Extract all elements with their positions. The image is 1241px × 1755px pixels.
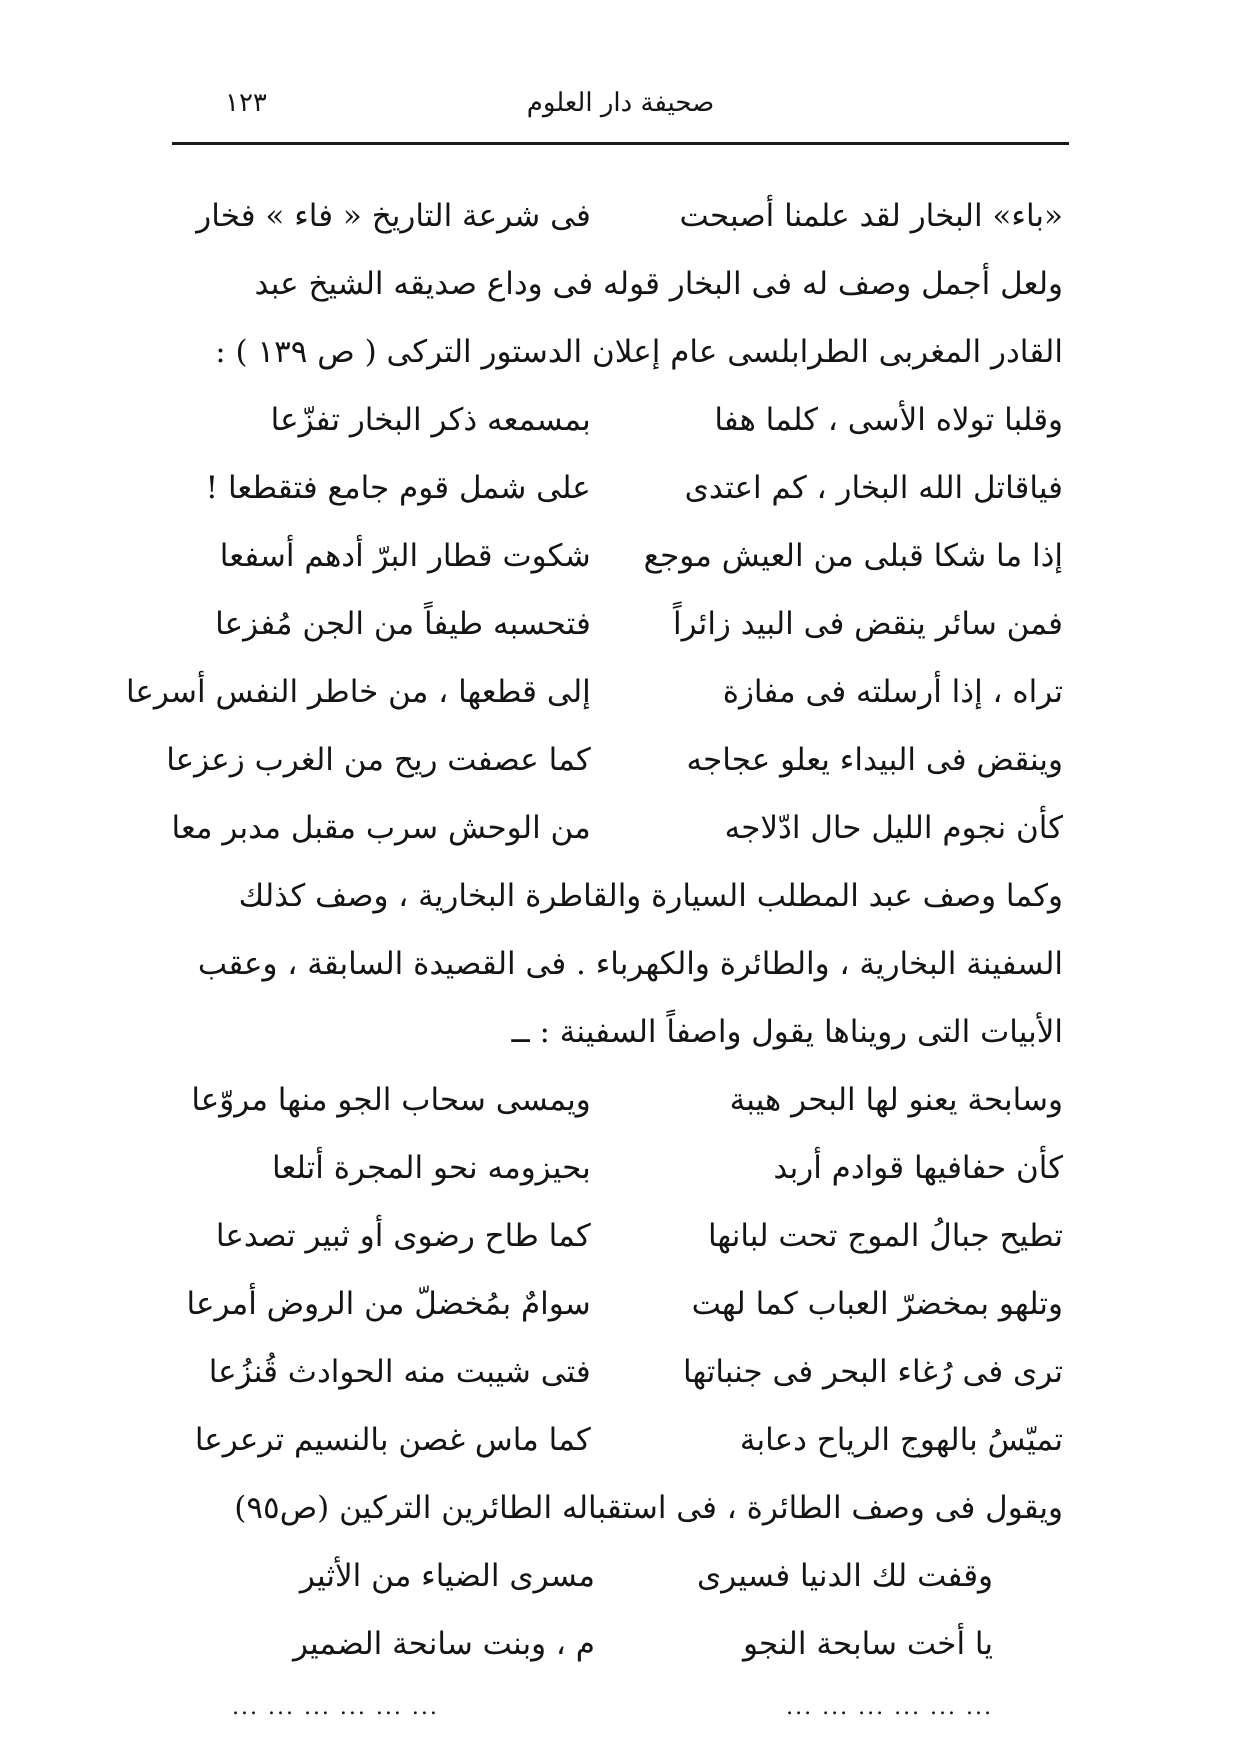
verse-second-hemistich: كما عصفت ريح من الغرب زعزعا — [166, 742, 591, 778]
verse-second-hemistich: مسرى الضياء من الأثير — [299, 1558, 595, 1594]
verse-second-hemistich: م ، وبنت سانحة الضمير — [292, 1626, 595, 1662]
verse-second-hemistich: ويمسى سحاب الجو منها مروّعا — [191, 1082, 591, 1118]
verse-second-hemistich: إلى قطعها ، من خاطر النفس أسرعا — [125, 674, 591, 710]
verse-line — [172, 1134, 1063, 1202]
verse-second-hemistich: بحيزومه نحو المجرة أتلعا — [272, 1150, 591, 1186]
verse-line — [172, 1338, 1063, 1406]
verse-second-hemistich: من الوحش سرب مقبل مدبر معا — [171, 810, 591, 846]
verse-line — [172, 1406, 1063, 1474]
prose-line: الأبيات التى رويناها يقول واصفاً السفينة : ــ — [511, 1014, 1063, 1050]
verse-first-hemistich: فياقاتل الله البخار ، كم اعتدى — [684, 470, 1063, 506]
verse-line — [172, 454, 1063, 522]
verse-line — [166, 726, 1063, 794]
verse-line — [172, 1066, 1063, 1134]
running-title: صحيفة دار العلوم — [526, 88, 715, 118]
verse-first-hemistich: وينقض فى البيداء يعلو عجاجه — [686, 742, 1063, 778]
poem-block-1 — [125, 386, 1063, 862]
page-body — [125, 182, 1063, 1738]
header-rule — [172, 142, 1069, 145]
verse-second-hemistich: فتحسبه طيفاً من الجن مُفزعا — [215, 606, 591, 642]
prose-paragraph-2 — [172, 862, 1063, 1066]
prose-line: ولعل أجمل وصف له فى البخار قوله فى وداع صديقه الشيخ عبد — [254, 266, 1063, 302]
prose-paragraph-3 — [172, 1474, 1063, 1542]
verse-line — [172, 1270, 1063, 1338]
verse-line — [172, 1202, 1063, 1270]
verse-first-hemistich: تطيح جبالُ الموج تحت لبانها — [707, 1218, 1063, 1254]
verse-second-hemistich: بمسمعه ذكر البخار تفزّعا — [270, 402, 591, 438]
verse-first-hemistich: إذا ما شكا قبلى من العيش موجع — [643, 538, 1063, 574]
poem-block-2 — [172, 1066, 1063, 1474]
verse-first-hemistich: وقلبا تولاه الأسى ، كلما هفا — [714, 402, 1063, 438]
verse-first-hemistich: تراه ، إذا أرسلته فى مفازة — [722, 674, 1063, 710]
verse-second-hemistich: كما طاح رضوى أو ثبير تصدعا — [215, 1218, 591, 1254]
verse-line — [172, 1610, 1063, 1678]
verse-first-hemistich: وسابحة يعنو لها البحر هيبة — [729, 1082, 1063, 1118]
verse-first-hemistich: وتلهو بمخضرّ العباب كما لهت — [691, 1286, 1063, 1322]
prose-line: القادر المغربى الطرابلسى عام إعلان الدستور التركى ( ص ١٣٩ ) : — [215, 334, 1063, 370]
verse-line — [172, 522, 1063, 590]
ellipsis-row — [172, 1678, 1063, 1738]
verse-first-hemistich: تميّسُ بالهوج الرياح دعابة — [739, 1422, 1063, 1458]
verse-second-hemistich: سوامٌ بمُخضلّ من الروض أمرعا — [186, 1286, 591, 1322]
prose-line: ويقول فى وصف الطائرة ، فى استقباله الطائرين التركين (ص٩٥) — [234, 1490, 1063, 1526]
verse-line — [125, 658, 1063, 726]
verse-line — [172, 1542, 1063, 1610]
verse-second-hemistich: فى شرعة التاريخ « فاء » فخار — [196, 198, 591, 234]
verse-line — [172, 794, 1063, 862]
ellipsis-left: ... ... ... ... ... ... — [232, 1695, 439, 1720]
prose-line: السفينة البخارية ، والطائرة والكهرباء . فى القصيدة السابقة ، وعقب — [197, 946, 1063, 982]
verse-first-hemistich: كأن حفافيها قوادم أربد — [773, 1150, 1063, 1186]
verse-first-hemistich: يا أخت سابحة النجو — [743, 1626, 993, 1662]
verse-first-hemistich: «باء» البخار لقد علمنا أصبحت — [679, 198, 1063, 234]
page-header — [175, 88, 1066, 128]
page-number: ١٢٣ — [225, 88, 267, 118]
ellipsis-right: ... ... ... ... ... ... — [786, 1695, 993, 1720]
prose-line: وكما وصف عبد المطلب السيارة والقاطرة البخارية ، وصف كذلك — [238, 878, 1063, 914]
verse-line — [172, 182, 1063, 250]
verse-first-hemistich: ترى فى رُغاء البحر فى جنباتها — [683, 1354, 1063, 1390]
verse-first-hemistich: وقفت لك الدنيا فسيرى — [697, 1558, 993, 1594]
verse-first-hemistich: كأن نجوم الليل حال ادّلاجه — [724, 810, 1063, 846]
verse-line — [172, 386, 1063, 454]
verse-line — [172, 590, 1063, 658]
verse-second-hemistich: كما ماس غصن بالنسيم ترعرعا — [194, 1422, 591, 1458]
prose-paragraph-1 — [172, 250, 1063, 386]
verse-second-hemistich: شكوت قطار البرّ أدهم أسفعا — [219, 538, 591, 574]
poem-block-3 — [172, 1542, 1063, 1678]
verse-second-hemistich: على شمل قوم جامع فتقطعا ! — [205, 470, 591, 506]
verse-first-hemistich: فمن سائر ينقض فى البيد زائراً — [672, 606, 1063, 642]
verse-second-hemistich: فتى شيبت منه الحوادث قُنزُعا — [208, 1354, 591, 1390]
